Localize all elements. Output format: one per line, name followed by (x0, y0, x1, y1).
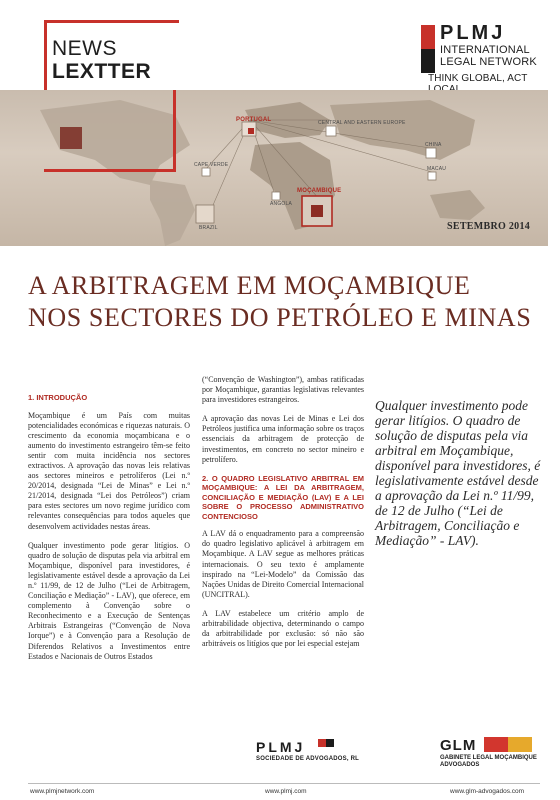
paragraph: A LAV estabelece um critério amplo de arbitrabilidade objectiva, determinando o campo da arbitrabilidade por exclusão: só não são arbitráveis os litígios que por lei especial estejam (202, 608, 364, 649)
map-label-china: CHINA (425, 142, 442, 148)
footer-glm-sub (440, 755, 550, 769)
newsletter-title-line1: NEWS (52, 37, 117, 60)
headline-line2: NOS SECTORES DO PETRÓLEO E MINAS (28, 303, 532, 332)
section-heading-intro: 1. INTRODUÇÃO (28, 393, 88, 402)
column-2 (202, 375, 364, 658)
map-label-mocambique: MOÇAMBIQUE (297, 188, 342, 194)
glm-sub1: GABINETE LEGAL MOÇAMBIQUE (440, 755, 537, 761)
paragraph: A LAV dá o enquadramento para a compreensão do quadro legislativo aplicável à arbitragem em Moçambique. A LAV segue as melhores práticas internacionais. O seu texto é amplamente inspirado na “Lei-Modelo” da Comissão das Nações Unidas de Direito Comercial Internacional (UNCITRAL). (202, 529, 364, 599)
pull-quote: Qualquer investimento pode gerar litígios. O quadro de solução de disputas pela via arbitral em Moçambique, disponível para investidores, é legislativamente estável desde a aprovação da Lei n.º 11/99, de 12 de Julho (“Lei de Arbitragem, Conciliação e Mediação” - LAV). (375, 398, 541, 548)
paragraph: Moçambique é um País com muitas potencialidades económicas e riquezas naturais. O crescimento da economia moçambicana e o aumento do investimento estrangeiro têm-se feito sentir com muita incidência nos sectores extractivos. A aprovação das novas leis relativas aos sectores mineiros e petrolíferos (Lei n.º 20/2014, designada “Lei de Minas” e Lei n.º 21/2014, designada “Lei dos Petróleos”) criam para estes sectores um novo regime jurídico com relevantes consequências para todos aqueles que desenvolvem actividades nestas áreas. (28, 410, 190, 531)
logo-name: PLMJ (440, 22, 506, 44)
footer-plmj-sub: SOCIEDADE DE ADVOGADOS, RL (256, 756, 359, 762)
map-label-brazil: BRAZIL (199, 225, 218, 231)
red-accent-square (60, 127, 82, 149)
newsletter-title-line2: LEXTTER (52, 60, 152, 83)
glm-sub2: ADVOGADOS (440, 762, 480, 768)
map-label-cee: CENTRAL AND EASTERN EUROPE (318, 120, 406, 126)
footer-plmj-logo: PLMJ (256, 739, 306, 755)
logo-sub2: LEGAL NETWORK (440, 56, 537, 68)
footer-link-plmj[interactable]: www.plmj.com (265, 788, 307, 795)
section-heading-2: 2. O QUADRO LEGISLATIVO ARBITRAL EM MOÇAMBIQUE: A LEI DA ARBITRAGEM, CONCILIAÇÃO E MEDIAÇÃO (LAV) E A LEI SOBRE O PROCESSO ADMINISTRATIVO CONTENCIOSO (202, 473, 364, 521)
footer-glm-logo: GLM (440, 737, 477, 754)
logo-sub1: INTERNATIONAL (440, 44, 530, 56)
footer-link-glm[interactable]: www.glm-advogados.com (450, 788, 525, 795)
map-label-capeverde: CAPE VERDE (194, 162, 229, 168)
tagline: THINK GLOBAL, ACT (428, 73, 528, 84)
issue-date: SETEMBRO 2014 (447, 221, 531, 232)
footer-glm-mark (484, 737, 532, 752)
map-label-angola: ANGOLA (270, 201, 293, 207)
headline-line1: A ARBITRAGEM EM MOÇAMBIQUE (28, 271, 471, 300)
footer-plmj-mark (318, 739, 334, 747)
paragraph: (“Convenção de Washington”), ambas ratificadas por Moçambique, garantias legislativas relevantes para investidores estrangeiros. (202, 375, 364, 405)
map-label-portugal: PORTUGAL (236, 117, 272, 123)
plmj-logo-mark (421, 25, 435, 73)
map-label-macau: MACAU (427, 166, 447, 172)
footer-divider (28, 783, 540, 784)
column-1 (28, 393, 190, 671)
paragraph: Qualquer investimento pode gerar litígios. O quadro de solução de disputas pela via arbitral em Moçambique, disponível para investidores, é legislativamente estável desde a aprovação da Lei n.º 11/99, de 12 de Julho (“Lei de Arbitragem, Conciliação e Mediação” - LAV), que oferece, em complemento à Convenção sobre o Reconhecimento e a Execução de Sentenças Arbitrais Estrangeiras (“Convenção de Nova Iorque”) e à Convenção para a Resolução de Diferendos Relativos a Investimentos entre Estados e Nacionais de Outros Estados (28, 540, 190, 661)
newsletter-title (52, 37, 151, 83)
footer-link-plmjnetwork[interactable]: www.plmjnetwork.com (30, 788, 95, 795)
plmj-logo (440, 22, 550, 68)
paragraph: A aprovação das novas Lei de Minas e Lei dos Petróleos justifica uma informação sobre os traços essenciais da arbitragem de protecção de investimentos, em concreto no sector mineiro e petrolífero. (202, 414, 364, 464)
article-headline (28, 270, 531, 334)
